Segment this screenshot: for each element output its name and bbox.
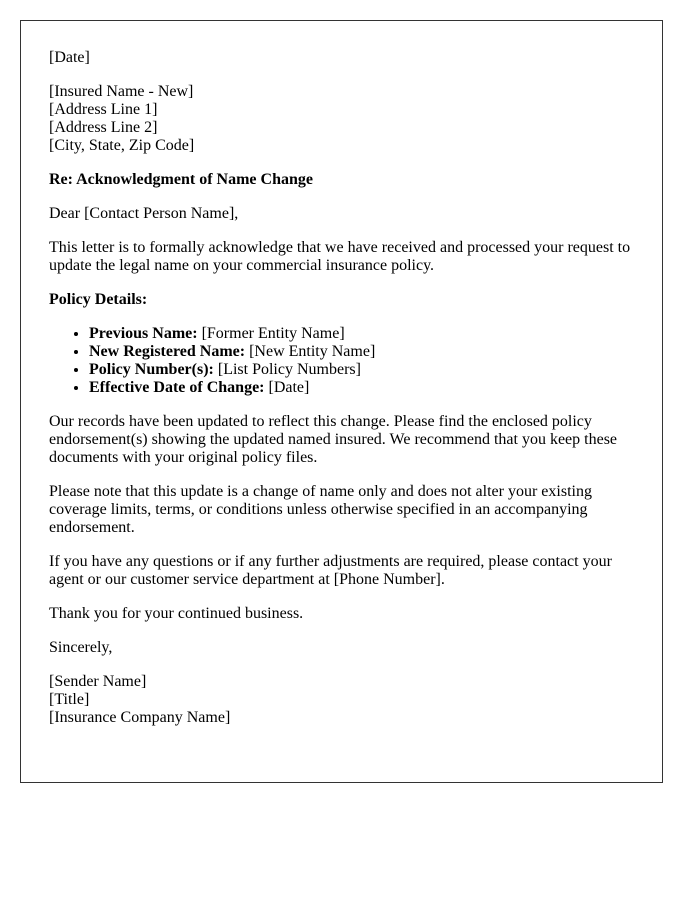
sender-name: [Sender Name]: [49, 673, 147, 690]
recipient-address: [49, 83, 634, 155]
detail-value: [Date]: [268, 379, 310, 396]
closing: Sincerely,: [49, 639, 113, 656]
subject-line: Re: Acknowledgment of Name Change: [49, 171, 313, 188]
detail-label: New Registered Name:: [89, 343, 246, 360]
list-item: [89, 379, 634, 397]
list-item: [89, 343, 634, 361]
detail-label: Effective Date of Change:: [89, 379, 265, 396]
policy-details-heading: Policy Details:: [49, 291, 148, 308]
detail-value: [Former Entity Name]: [201, 325, 345, 342]
questions-paragraph: If you have any questions or if any further adjustments are required, please contact your agent or our customer service department at [Phone Number].: [49, 553, 612, 588]
thanks-paragraph: Thank you for your continued business.: [49, 605, 304, 622]
detail-label: Previous Name:: [89, 325, 198, 342]
detail-value: [List Policy Numbers]: [217, 361, 361, 378]
detail-value: [New Entity Name]: [249, 343, 376, 360]
address-line-1: [Address Line 1]: [49, 101, 158, 118]
recipient-name: [Insured Name - New]: [49, 83, 194, 100]
intro-paragraph: This letter is to formally acknowledge that we have received and processed your request to update the legal name on your commercial insurance policy.: [49, 239, 631, 274]
city-state-zip: [City, State, Zip Code]: [49, 137, 195, 154]
list-item: [89, 361, 634, 379]
date: [Date]: [49, 49, 90, 66]
sender-title: [Title]: [49, 691, 90, 708]
letter: [20, 20, 663, 783]
sender-company: [Insurance Company Name]: [49, 709, 231, 726]
note-paragraph: Please note that this update is a change of name only and does not alter your existing coverage limits, terms, or conditions unless otherwise specified in an accompanying endorsement.: [49, 483, 592, 536]
records-paragraph: Our records have been updated to reflect this change. Please find the enclosed policy endorsement(s) showing the updated named insured. We recommend that you keep these documents with your original policy files.: [49, 413, 618, 466]
policy-details-list: [49, 325, 634, 397]
signature-block: [49, 673, 634, 727]
detail-label: Policy Number(s):: [89, 361, 214, 378]
list-item: [89, 325, 634, 343]
salutation: Dear [Contact Person Name],: [49, 205, 239, 222]
address-line-2: [Address Line 2]: [49, 119, 158, 136]
